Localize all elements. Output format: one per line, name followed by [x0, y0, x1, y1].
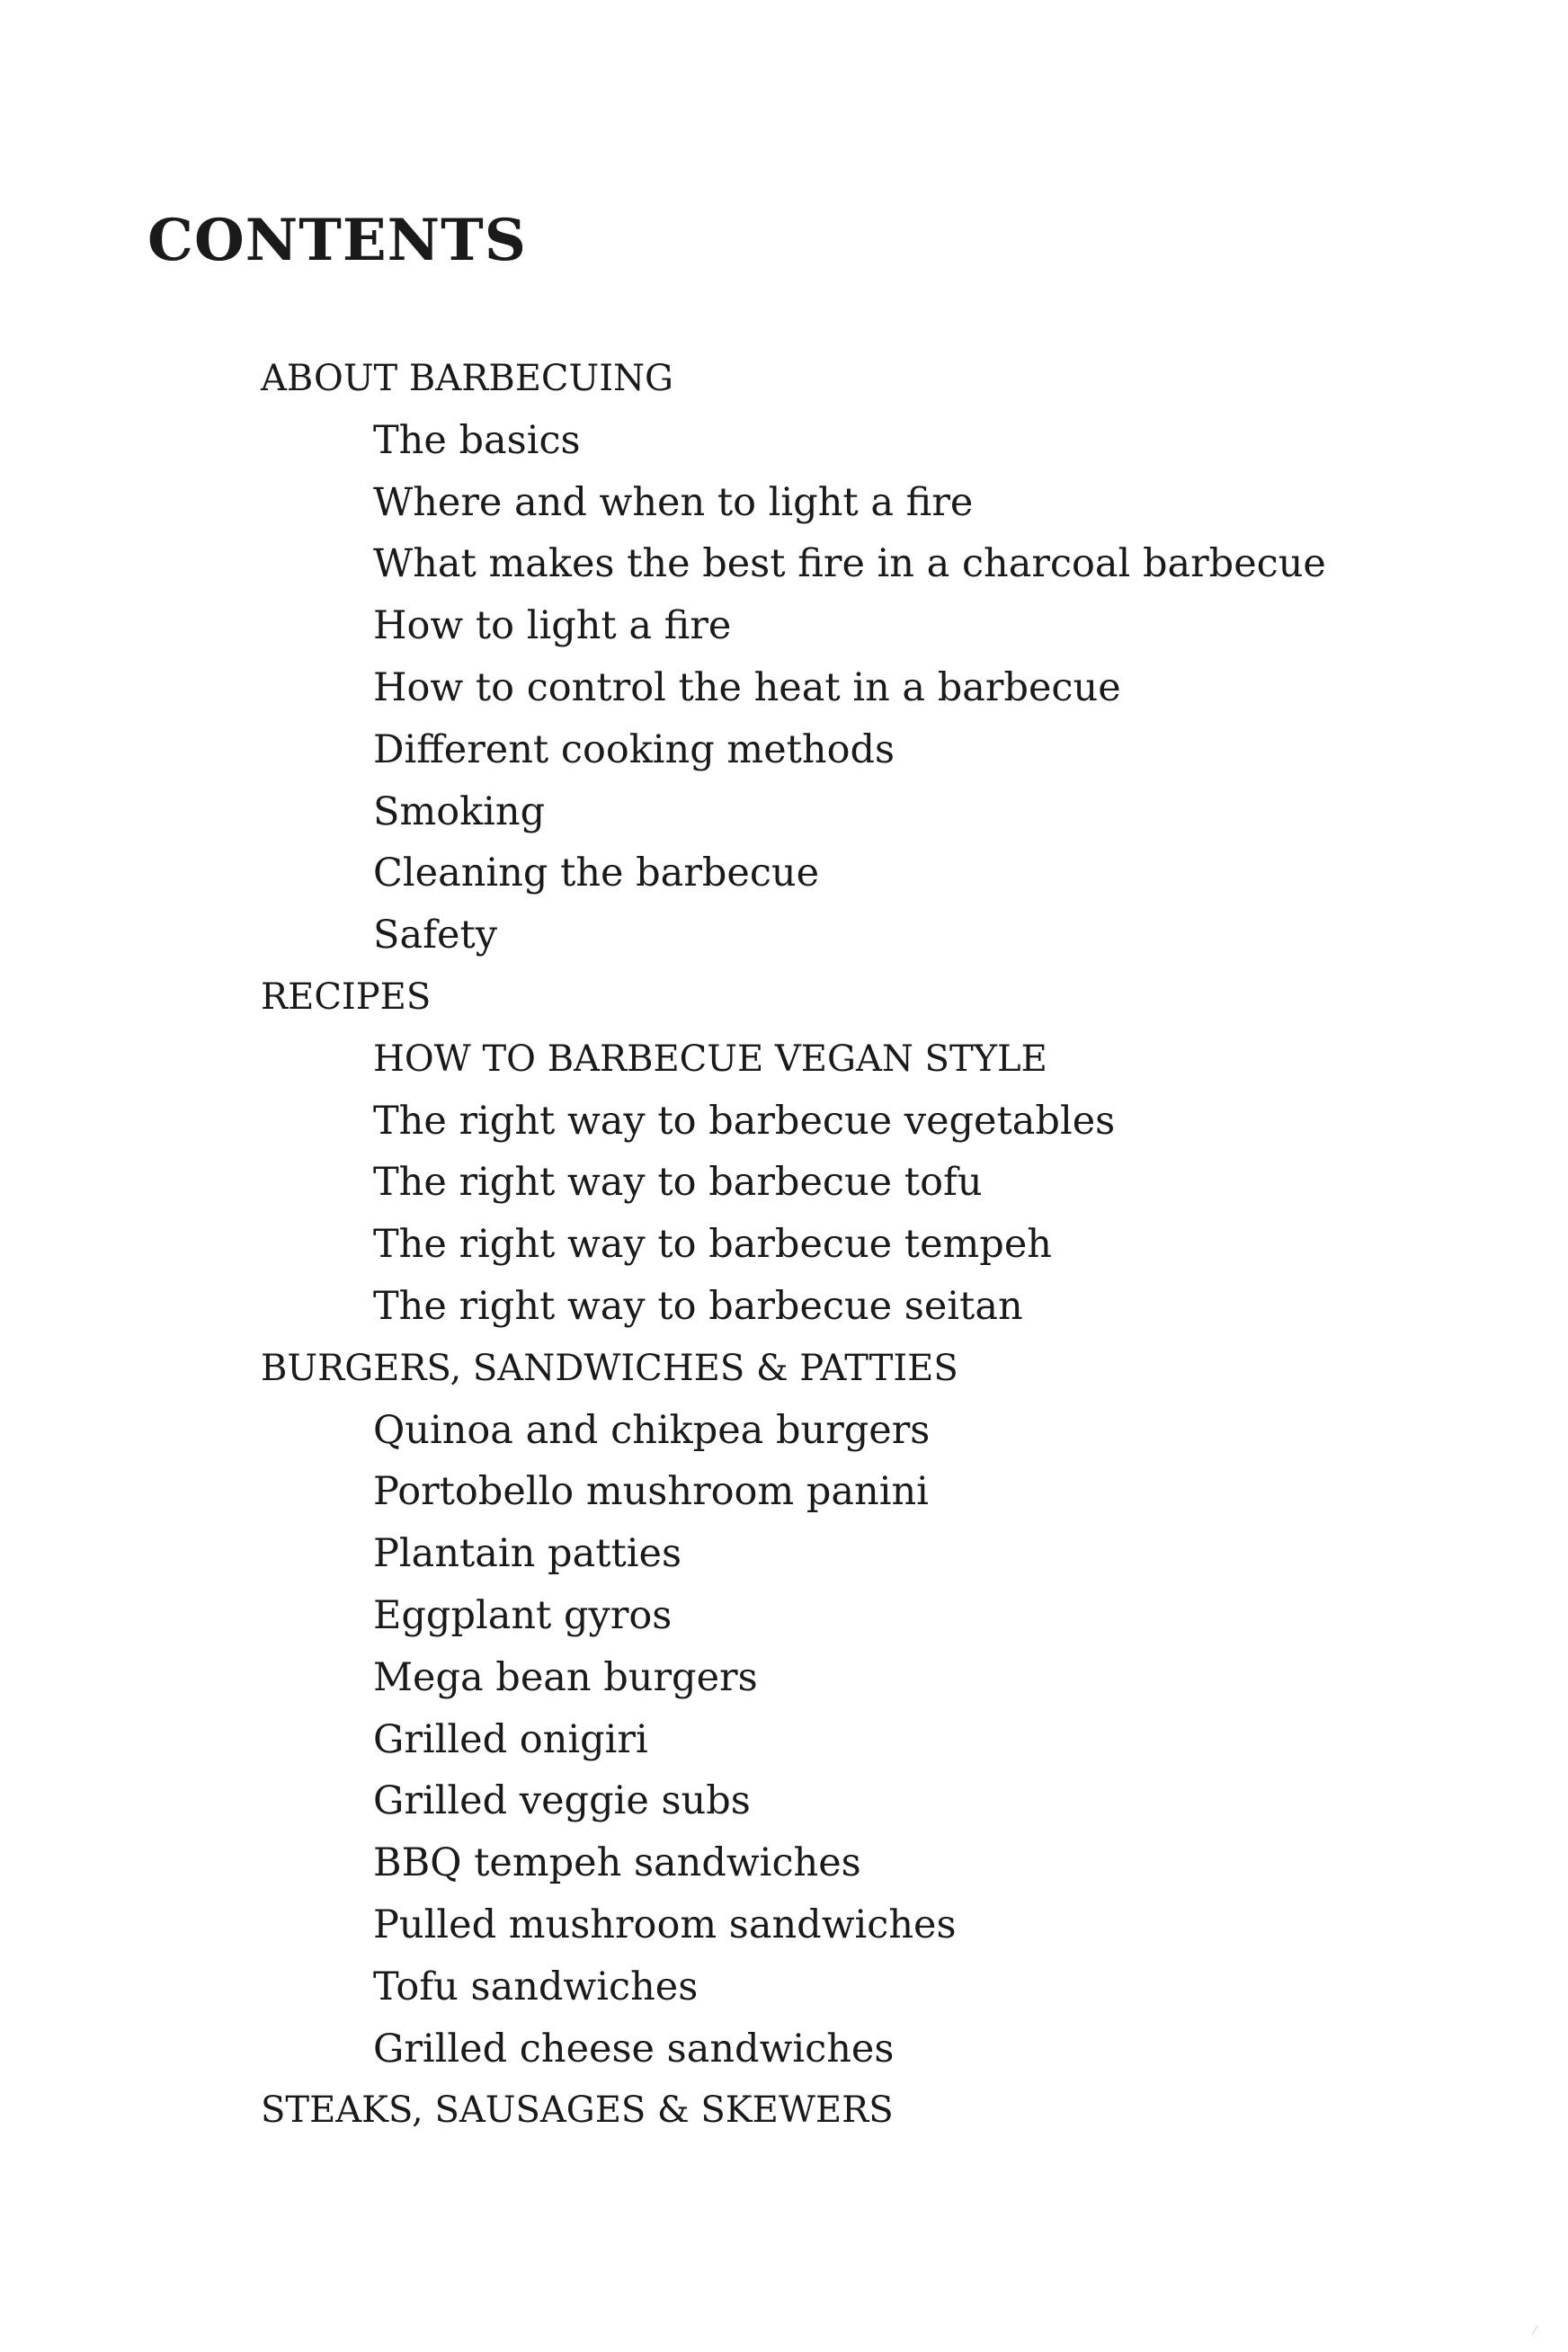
toc-item[interactable]: BBQ tempeh sandwiches [373, 1840, 861, 1886]
toc-section[interactable]: BURGERS, SANDWICHES & PATTIES [261, 1347, 958, 1389]
toc-item[interactable]: The right way to barbecue tempeh [373, 1222, 1052, 1268]
toc-item[interactable]: How to control the heat in a barbecue [373, 664, 1121, 710]
toc-item[interactable]: Grilled cheese sandwiches [373, 2026, 895, 2071]
toc-item[interactable]: Mega bean burgers [373, 1654, 758, 1700]
toc-item[interactable]: The right way to barbecue seitan [373, 1283, 1023, 1329]
toc-item[interactable]: Quinoa and chikpea burgers [373, 1407, 931, 1453]
toc-item[interactable]: Smoking [373, 788, 546, 834]
toc-section[interactable]: RECIPES [261, 976, 432, 1018]
page-curl-icon: ⁄ [1534, 2324, 1537, 2339]
toc-item[interactable]: The right way to barbecue vegetables [373, 1098, 1116, 1144]
toc-subsection[interactable]: HOW TO BARBECUE VEGAN STYLE [373, 1038, 1047, 1080]
page-title: CONTENTS [147, 207, 527, 274]
toc-item[interactable]: Grilled onigiri [373, 1716, 648, 1762]
toc-item[interactable]: Eggplant gyros [373, 1592, 673, 1638]
table-of-contents [0, 348, 1568, 2142]
toc-item[interactable]: How to light a fire [373, 603, 732, 649]
toc-item[interactable]: Where and when to light a fire [373, 479, 974, 525]
toc-item[interactable]: Safety [373, 913, 498, 958]
toc-item[interactable]: The basics [373, 417, 581, 463]
toc-item[interactable]: Tofu sandwiches [373, 1964, 699, 2009]
toc-section[interactable]: STEAKS, SAUSAGES & SKEWERS [261, 2089, 894, 2132]
toc-item[interactable]: The right way to barbecue tofu [373, 1160, 983, 1206]
toc-item[interactable]: Grilled veggie subs [373, 1778, 751, 1824]
toc-item[interactable]: Cleaning the barbecue [373, 851, 820, 896]
toc-item[interactable]: Portobello mushroom panini [373, 1469, 929, 1515]
toc-item[interactable]: Different cooking methods [373, 726, 895, 772]
toc-section[interactable]: ABOUT BARBECUING [261, 358, 673, 399]
toc-item[interactable]: What makes the best fire in a charcoal barbecue [373, 541, 1326, 587]
toc-item[interactable]: Pulled mushroom sandwiches [373, 1902, 957, 1947]
toc-item[interactable]: Plantain patties [373, 1531, 682, 1577]
